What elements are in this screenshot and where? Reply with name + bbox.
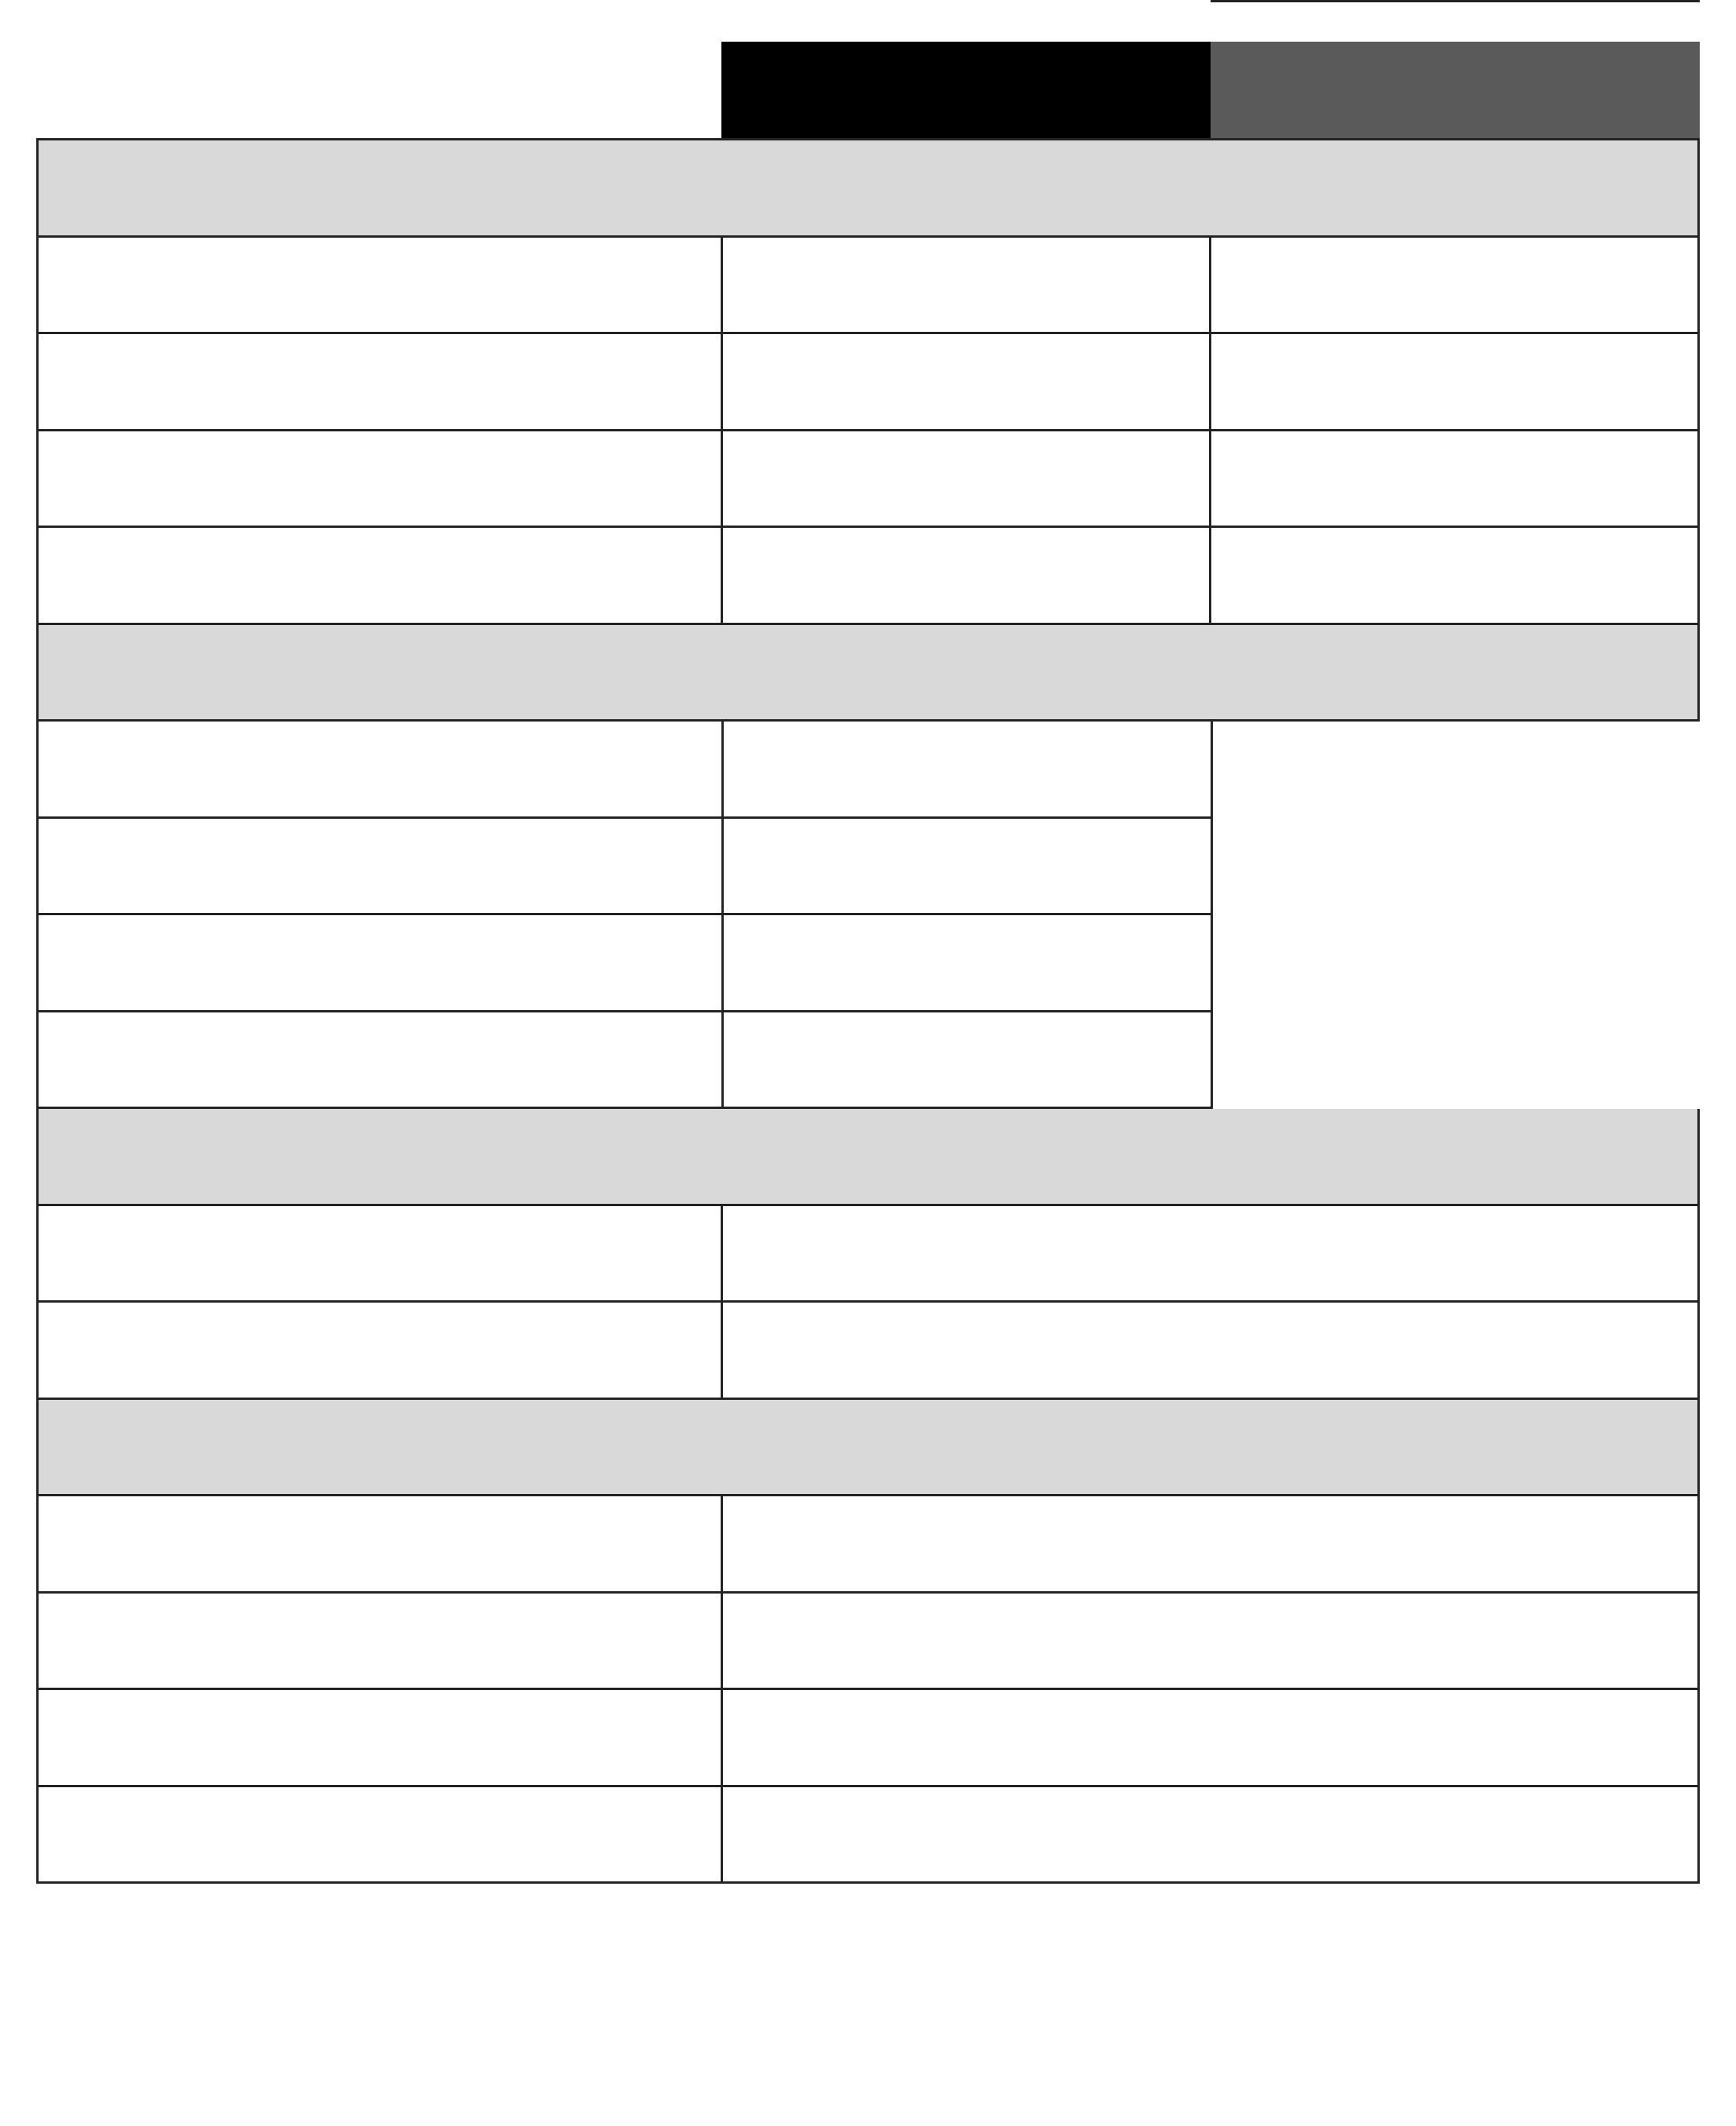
section-title	[39, 625, 1700, 722]
table-row	[39, 722, 1700, 819]
feature-label	[39, 722, 724, 819]
shared-value	[723, 1496, 1700, 1594]
table-row	[39, 431, 1700, 529]
table-row	[39, 1206, 1700, 1303]
feature-label	[39, 334, 723, 431]
smart-column-header	[721, 42, 1211, 139]
smart-value	[724, 722, 1213, 819]
table-row	[39, 915, 1700, 1012]
standard-value	[1211, 431, 1700, 529]
feature-label	[39, 1303, 723, 1400]
smart-value	[724, 915, 1213, 1012]
feature-label	[39, 1206, 723, 1303]
smart-value	[723, 334, 1211, 431]
shared-value	[723, 1690, 1700, 1787]
table-row	[39, 1303, 1700, 1400]
feature-label	[39, 915, 724, 1012]
shared-value	[723, 1303, 1700, 1400]
standard-column-header	[1211, 42, 1700, 139]
table-row	[39, 528, 1700, 625]
smart-value	[723, 238, 1211, 335]
section-customisation	[39, 1109, 1700, 1206]
section-warranty	[39, 1400, 1700, 1497]
section-title	[39, 140, 1700, 238]
feature-label	[39, 431, 723, 529]
feature-label	[39, 238, 723, 335]
comparison-table	[36, 138, 1700, 1884]
smart-value	[724, 819, 1213, 916]
shared-value	[723, 1206, 1700, 1303]
standard-value	[1211, 334, 1700, 431]
table-row	[39, 1594, 1700, 1691]
feature-label	[39, 1787, 723, 1884]
table-row	[39, 1496, 1700, 1594]
section-smart-mobile-app	[39, 625, 1700, 722]
table-row	[39, 334, 1700, 431]
section-title	[39, 1400, 1700, 1497]
smart-value	[723, 528, 1211, 625]
shared-value	[723, 1594, 1700, 1691]
table-row	[39, 1787, 1700, 1884]
smart-value	[724, 1012, 1213, 1110]
section-functionality	[39, 140, 1700, 238]
standard-value	[1211, 528, 1700, 625]
feature-label	[39, 1012, 724, 1110]
standard-na-cell	[1211, 0, 1700, 2]
feature-label	[39, 819, 724, 916]
table-row	[39, 1012, 1700, 1110]
feature-label	[39, 1594, 723, 1691]
feature-label	[39, 1496, 723, 1594]
section-title	[39, 1109, 1700, 1206]
table-row	[39, 238, 1700, 335]
standard-value	[1211, 238, 1700, 335]
feature-label	[39, 1690, 723, 1787]
feature-label	[39, 528, 723, 625]
shared-value	[723, 1787, 1700, 1884]
table-row	[39, 819, 1700, 916]
table-row	[39, 1690, 1700, 1787]
smart-value	[723, 431, 1211, 529]
